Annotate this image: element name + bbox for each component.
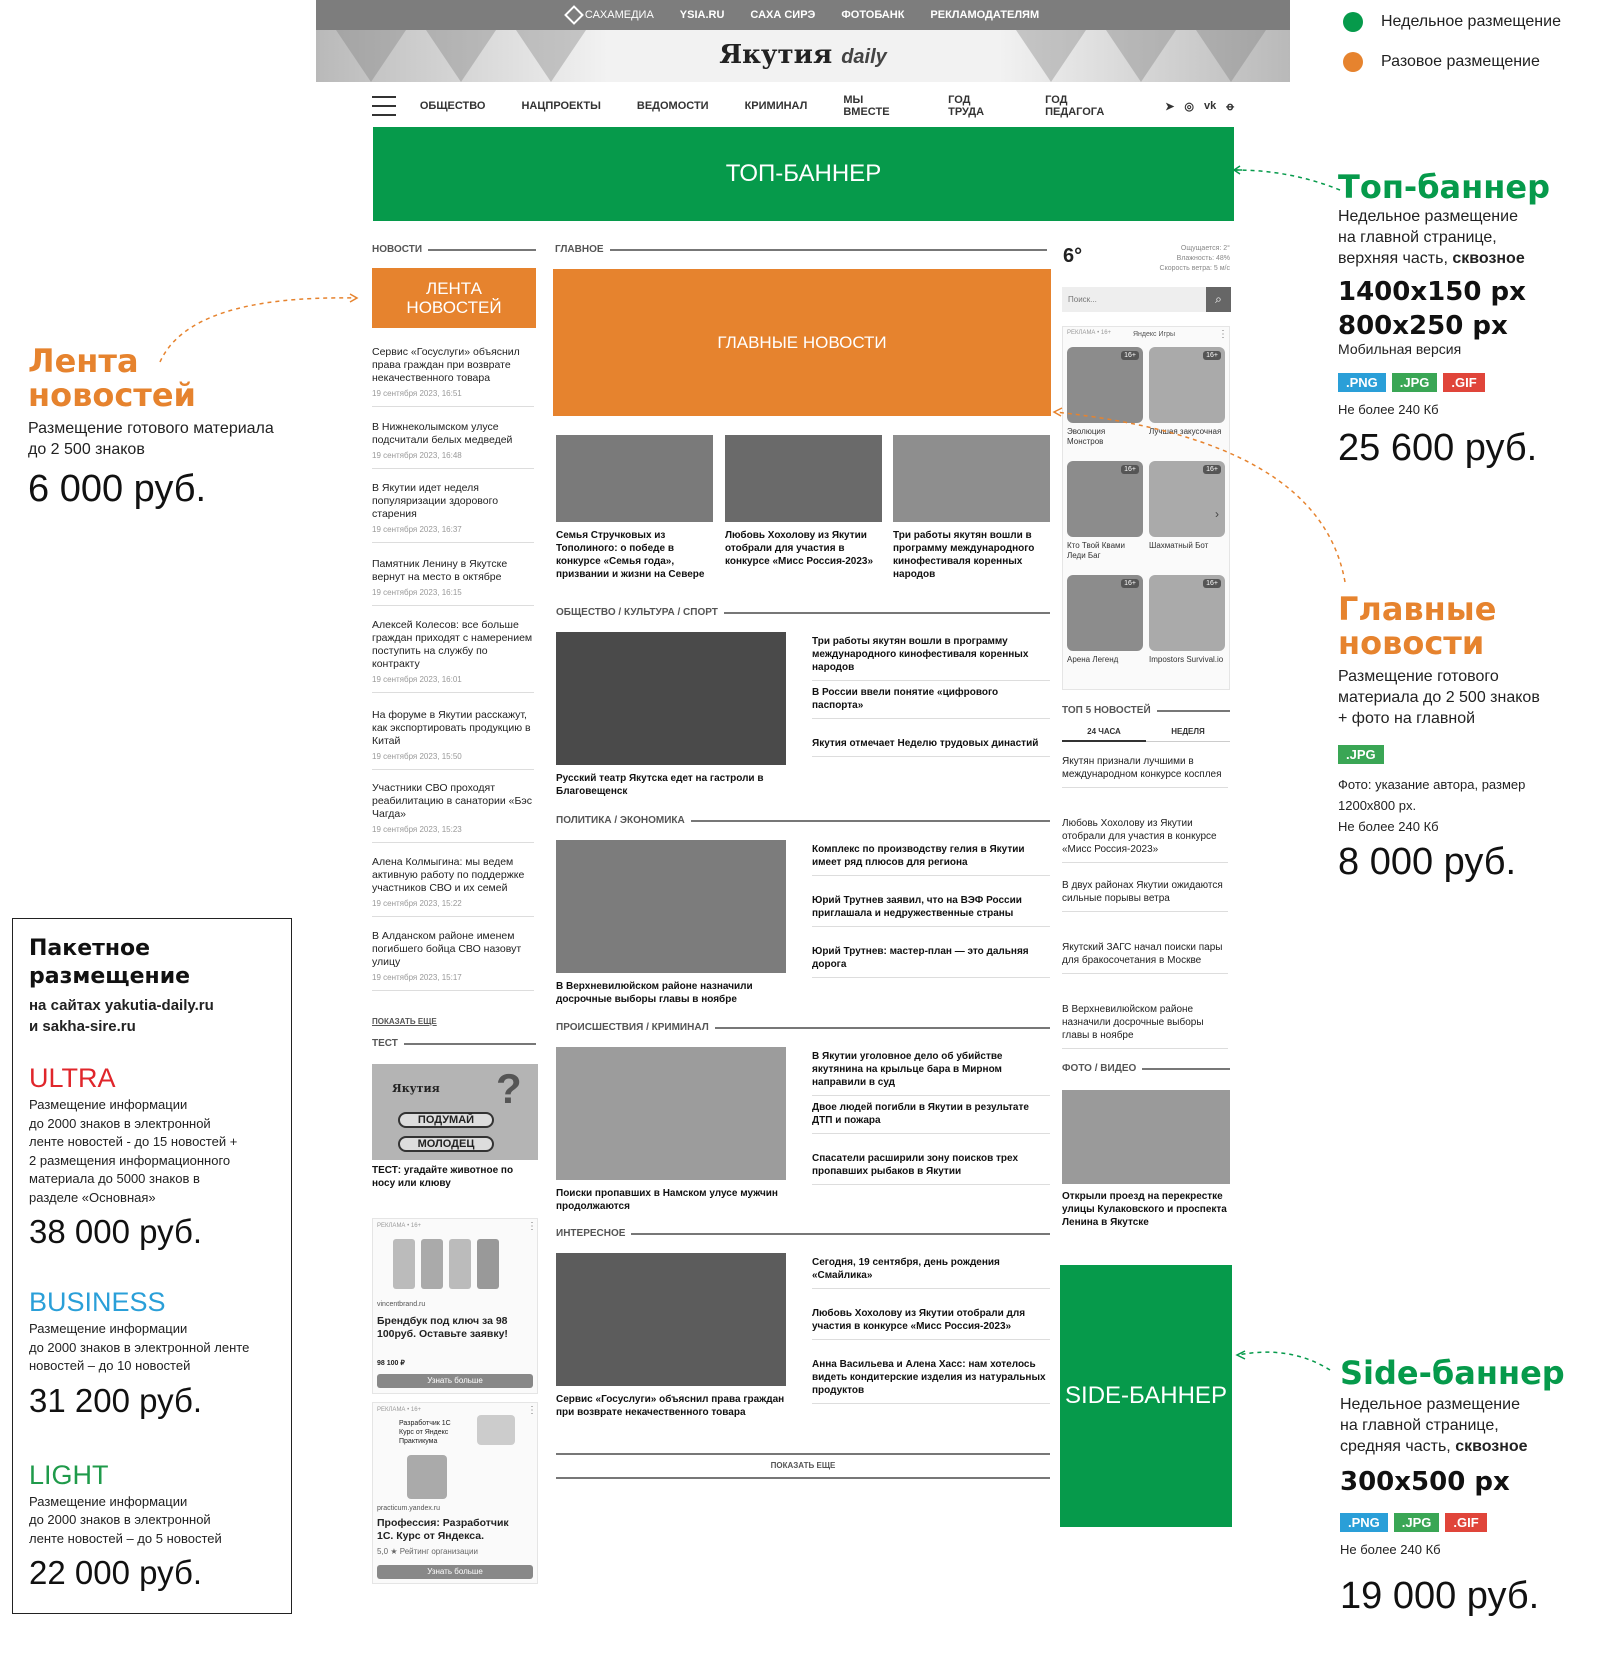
age-badge: 16+ bbox=[1121, 351, 1139, 360]
nav-item-teacher-year[interactable]: ГОД ПЕДАГОГА bbox=[1045, 94, 1105, 118]
feed-show-more-link[interactable]: ПОКАЗАТЬ ЕЩЕ bbox=[372, 1017, 437, 1026]
annotation-title: Лента bbox=[28, 342, 139, 380]
annotation-title: Главные bbox=[1338, 590, 1497, 628]
search-icon[interactable]: ⌕ bbox=[1206, 287, 1231, 312]
annotation-text: верхняя часть, bbox=[1338, 250, 1448, 267]
annotation-line: Размещение готового материала bbox=[28, 420, 274, 437]
tier-price: 22 000 руб. bbox=[29, 1554, 203, 1591]
tier-description-line: Размещение информации bbox=[29, 1097, 188, 1112]
main-news-ad-slot[interactable]: ГЛАВНЫЕ НОВОСТИ bbox=[553, 269, 1051, 416]
feed-item-time: 19 сентября 2023, 15:50 bbox=[372, 752, 462, 761]
top-news-caption[interactable]: Любовь Хохолову из Якутии отобрали для участия в конкурсе «Мисс Россия-2023» bbox=[725, 530, 874, 567]
tier-price: 31 200 руб. bbox=[29, 1381, 203, 1419]
age-badge: 16+ bbox=[1203, 579, 1221, 588]
weather-feels: Ощущается: 2° bbox=[1180, 245, 1230, 252]
nav-item-labor-year[interactable]: ГОД ТРУДА bbox=[948, 94, 985, 118]
top5-item[interactable]: Якутский ЗАГС начал поиски пары для бракосочетания в Москве bbox=[1062, 941, 1228, 974]
odnoklassniki-icon[interactable]: ꝋ bbox=[1226, 100, 1234, 113]
test-logo: Якутия bbox=[392, 1082, 440, 1095]
arrowhead bbox=[1234, 166, 1242, 174]
annotation-bold: сквозное bbox=[1452, 250, 1525, 267]
legend-label: Недельное размещение bbox=[1381, 13, 1561, 30]
ad-label: РЕКЛАМА • 16+ bbox=[1067, 330, 1112, 336]
tier-description-line: Размещение информации bbox=[29, 1321, 188, 1336]
size-desktop: 300x500 px bbox=[1340, 1467, 1510, 1497]
legend-label: Разовое размещение bbox=[1381, 53, 1540, 70]
section-lead-caption[interactable]: Русский театр Якутска едет на гастроли в Благовещенск bbox=[556, 773, 764, 797]
section-lead-caption[interactable]: В Верхневилюйском районе назначили досрочные выборы главы в ноябре bbox=[556, 981, 753, 1005]
section-item[interactable]: Сегодня, 19 сентября, день рождения «Смайлика» bbox=[812, 1256, 1050, 1289]
package-title: Пакетное bbox=[29, 936, 151, 961]
ad-domain: practicum.yandex.ru bbox=[377, 1505, 441, 1512]
ad-games-title: Яндекс Игры bbox=[1133, 331, 1175, 338]
price: 25 600 руб. bbox=[1338, 427, 1538, 469]
tier-description-line: до 2000 знаков в электронной ленте bbox=[29, 1339, 250, 1355]
annotation-title: новостей bbox=[28, 376, 196, 414]
top5-item[interactable]: Любовь Хохолову из Якутии отобрали для участия в конкурсе «Мисс Россия-2023» bbox=[1062, 817, 1228, 863]
annotation-line: Размещение готового bbox=[1338, 668, 1499, 685]
annotation-line: материала до 2 500 знаков bbox=[1338, 689, 1540, 706]
tier-name: LIGHT bbox=[29, 1459, 109, 1490]
test-heading-label: ТЕСТ bbox=[372, 1038, 398, 1049]
arrow-side-banner bbox=[1238, 1352, 1330, 1370]
feed-item-time: 19 сентября 2023, 16:15 bbox=[372, 588, 462, 597]
annotation-line: до 2 500 знаков bbox=[28, 441, 145, 458]
age-badge: 16+ bbox=[1121, 465, 1139, 474]
section-heading-label: ПРОИСШЕСТВИЯ / КРИМИНАЛ bbox=[556, 1022, 709, 1033]
ad-learn-more-button[interactable]: Узнать больше bbox=[377, 1374, 533, 1388]
section-item[interactable]: Любовь Хохолову из Якутии отобрали для участия в конкурсе «Мисс Россия-2023» bbox=[812, 1307, 1050, 1340]
size-mobile: 800x250 px bbox=[1338, 311, 1508, 341]
main-column-label: ГЛАВНОЕ bbox=[555, 244, 604, 255]
jpg-badge: .JPG bbox=[1394, 1513, 1440, 1532]
annotation-text: средняя часть, bbox=[1340, 1438, 1451, 1455]
jpg-badge: .JPG bbox=[1392, 373, 1438, 392]
feed-item-title: В Нижнеколымском улусе подсчитали белых медведей bbox=[372, 421, 513, 446]
arrow-top-banner bbox=[1236, 170, 1340, 190]
weather-humidity: Влажность: 48% bbox=[1176, 255, 1230, 262]
age-badge: 16+ bbox=[1203, 465, 1221, 474]
price: 6 000 руб. bbox=[28, 468, 207, 510]
png-badge: .PNG bbox=[1340, 1513, 1388, 1532]
feed-item-title: Сервис «Госуслуги» объяснил права граждан при возврате некачественного товара bbox=[372, 346, 520, 384]
gif-badge: .GIF bbox=[1445, 1513, 1486, 1532]
feed-item-title: Участники СВО проходят реабилитацию в санатории «Бэс Чагда» bbox=[372, 782, 532, 820]
news-column-label: НОВОСТИ bbox=[372, 244, 423, 255]
ad-domain: vincentbrand.ru bbox=[377, 1301, 426, 1308]
nav-item-together[interactable]: МЫ ВМЕСТЕ bbox=[843, 94, 890, 118]
package-sites-line: и sakha-sire.ru bbox=[29, 1018, 136, 1035]
search-input[interactable]: Поиск... bbox=[1062, 287, 1206, 312]
ad-price: 98 100 ₽ bbox=[377, 1360, 405, 1367]
ad-rating: 5,0 ★ Рейтинг организации bbox=[377, 1547, 478, 1556]
annotation-title: новости bbox=[1338, 624, 1485, 662]
vk-icon[interactable]: vk bbox=[1204, 99, 1217, 112]
annotation-line: на главной странице, bbox=[1338, 229, 1497, 246]
tier-description-line: ленте новостей – до 5 новостей bbox=[29, 1530, 222, 1546]
gif-badge: .GIF bbox=[1443, 373, 1484, 392]
note-line: Фото: указание автора, размер bbox=[1338, 777, 1526, 792]
size-limit: Не более 240 Кб bbox=[1340, 1542, 1441, 1557]
feed-item-title: В Якутии идет неделя популяризации здорового старения bbox=[372, 482, 499, 520]
tier-description-line: новостей – до 10 новостей bbox=[29, 1358, 191, 1373]
annotation-title: Топ-баннер bbox=[1338, 168, 1550, 206]
arrow-main-news bbox=[1055, 412, 1345, 582]
tab-week[interactable]: НЕДЕЛЯ bbox=[1146, 724, 1230, 742]
section-item[interactable]: Комплекс по производству гелия в Якутии имеет ряд плюсов для региона bbox=[812, 843, 1050, 876]
annotation-line: + фото на главной bbox=[1338, 710, 1476, 727]
tab-24h[interactable]: 24 ЧАСА bbox=[1062, 724, 1146, 742]
feed-item-title: На форуме в Якутии расскажут, как экспортировать продукцию в Китай bbox=[372, 709, 531, 747]
photo-video-caption[interactable]: Открыли проезд на перекрестке улицы Кулаковского и проспекта Ленина в Якутске bbox=[1062, 1191, 1227, 1228]
chevron-right-icon[interactable]: › bbox=[1215, 507, 1219, 521]
tier-description-line: разделе «Основная» bbox=[29, 1189, 156, 1205]
tier-name: ULTRA bbox=[29, 1063, 116, 1093]
top-news-caption[interactable]: Семья Стручковых из Тополиного: о победе в конкурсе «Семья года», призвании и жизни на Севере bbox=[556, 530, 705, 580]
size-desktop: 1400x150 px bbox=[1338, 277, 1526, 307]
package-sites-line: на сайтах yakutia-daily.ru bbox=[29, 997, 214, 1014]
section-item[interactable]: Юрий Трутнев: мастер-план — это дальняя дорога bbox=[812, 945, 1050, 978]
section-heading-label: ОБЩЕСТВО / КУЛЬТУРА / СПОРТ bbox=[556, 607, 718, 618]
ad-learn-more-button[interactable]: Узнать больше bbox=[377, 1565, 533, 1579]
tier-description-line: ленте новостей - до 15 новостей + bbox=[29, 1134, 238, 1149]
section-item[interactable]: Спасатели расширили зону поисков трех пропавших рыбаков в Якутии bbox=[812, 1152, 1050, 1185]
nav-item-society[interactable]: ОБЩЕСТВО bbox=[419, 100, 486, 112]
section-item[interactable]: Анна Васильева и Алена Хасс: нам хотелось видеть кондитерские изделия из натуральных продуктов bbox=[812, 1358, 1050, 1404]
feed-item-title: Памятник Ленину в Якутске вернут на место в октябре bbox=[372, 558, 508, 583]
tier-description-line: 2 размещения информационного bbox=[29, 1152, 231, 1168]
package-title: размещение bbox=[29, 964, 191, 989]
annotation-bold: сквозное bbox=[1455, 1438, 1528, 1455]
feed-item-time: 19 сентября 2023, 16:37 bbox=[372, 525, 462, 534]
ad-title: Профессия: Разработчик 1С. Курс от Яндекса. bbox=[377, 1517, 509, 1542]
weather-temp: 6° bbox=[1063, 245, 1083, 267]
age-badge: 16+ bbox=[1121, 579, 1139, 588]
section-item[interactable]: Три работы якутян вошли в программу международного кинофестиваля коренных народов bbox=[812, 635, 1050, 681]
section-item[interactable]: Юрий Трутнев заявил, что на ВЭФ России приглашала и недружественные страны bbox=[812, 894, 1050, 927]
annotation-line: на главной странице, bbox=[1340, 1417, 1499, 1434]
whatsapp-icon[interactable]: ◎ bbox=[1184, 100, 1194, 113]
arrowhead bbox=[1237, 1351, 1245, 1359]
ad-label: РЕКЛАМА • 16+ bbox=[377, 1407, 422, 1413]
topbar-link-ysia[interactable]: YSIA.RU bbox=[679, 9, 725, 21]
feed-item-time: 19 сентября 2023, 16:01 bbox=[372, 675, 462, 684]
section-item[interactable]: Двое людей погибли в Якутии в результате ДТП и пожара bbox=[812, 1101, 1050, 1134]
section-heading-label: ИНТЕРЕСНОЕ bbox=[556, 1228, 626, 1239]
question-mark-icon: ? bbox=[496, 1065, 522, 1112]
tier-description-line: до 2000 знаков в электронной bbox=[29, 1115, 211, 1131]
png-badge: .PNG bbox=[1338, 373, 1386, 392]
section-item[interactable]: В России ввели понятие «цифрового паспорта» bbox=[812, 686, 1050, 719]
jpg-badge: .JPG bbox=[1338, 745, 1384, 764]
game-title[interactable]: Арена Легенд bbox=[1067, 655, 1119, 664]
feed-item-title: Алена Колмыгина: мы ведем активную работу по поддержке участников СВО и их семей bbox=[372, 856, 525, 894]
arrow-feed bbox=[160, 298, 356, 362]
brand-main: Якутия bbox=[719, 40, 833, 70]
weather-wind: Скорость ветра: 5 м/с bbox=[1159, 265, 1230, 272]
section-lead-caption[interactable]: Сервис «Госуслуги» объяснил права граждан при возврате некачественного товара bbox=[556, 1394, 785, 1418]
topbar-link-sakha-sire[interactable]: САХА СИРЭ bbox=[750, 9, 816, 21]
ad-title: Брендбук под ключ за 98 100руб. Оставьте заявку! bbox=[377, 1315, 508, 1340]
annotation-line: Недельное размещение bbox=[1338, 208, 1518, 225]
price: 19 000 руб. bbox=[1340, 1575, 1540, 1617]
game-title[interactable]: Лучшая закусочная bbox=[1149, 427, 1222, 436]
top5-item[interactable]: В двух районах Якутии ожидаются сильные порывы ветра bbox=[1062, 879, 1228, 912]
top-banner[interactable]: ТОП-БАННЕР bbox=[373, 127, 1234, 221]
feed-item-title: Алексей Колесов: все больше граждан приходят с намерением поступить на службу по контракту bbox=[372, 619, 533, 670]
tier-name: BUSINESS bbox=[29, 1287, 166, 1317]
ad-label: РЕКЛАМА • 16+ bbox=[377, 1223, 422, 1229]
ad-menu-icon[interactable]: ⋮ bbox=[1218, 329, 1228, 340]
game-title[interactable]: Шахматный Бот bbox=[1149, 541, 1209, 550]
section-heading-label: ПОЛИТИКА / ЭКОНОМИКА bbox=[556, 815, 685, 826]
feed-item-title: В Алданском районе именем погибшего бойца СВО назовут улицу bbox=[372, 930, 522, 968]
section-lead-caption[interactable]: Поиски пропавших в Намском улусе мужчин продолжаются bbox=[556, 1188, 778, 1212]
ad-menu-icon[interactable]: ⋮ bbox=[527, 1405, 537, 1416]
center-show-more-button[interactable]: ПОКАЗАТЬ ЕЩЕ bbox=[556, 1453, 1050, 1479]
size-limit: Не более 240 Кб bbox=[1338, 819, 1439, 834]
size-limit: Не более 240 Кб bbox=[1338, 402, 1439, 417]
topbar-link-photobank[interactable]: ФОТОБАНК bbox=[841, 9, 905, 21]
age-badge: 16+ bbox=[1203, 351, 1221, 360]
brand-sub: daily bbox=[841, 46, 887, 68]
nav-item-vedomosti[interactable]: ВЕДОМОСТИ bbox=[636, 100, 709, 112]
top-news-caption[interactable]: Три работы якутян вошли в программу международного кинофестиваля коренных народов bbox=[893, 530, 1035, 580]
top5-item[interactable]: Якутян признали лучшими в международном конкурсе косплея bbox=[1062, 755, 1228, 788]
game-title[interactable]: Эволюция Монстров bbox=[1067, 427, 1106, 446]
test-caption[interactable]: ТЕСТ: угадайте животное по носу или клюву bbox=[372, 1165, 514, 1189]
section-item[interactable]: В Якутии уголовное дело об убийстве якутянина на крыльце бара в Мирном направили в суд bbox=[812, 1050, 1050, 1096]
feed-item-time: 19 сентября 2023, 16:51 bbox=[372, 389, 462, 398]
topbar-label: САХАМЕДИА bbox=[584, 9, 654, 21]
feed-item-time: 19 сентября 2023, 15:23 bbox=[372, 825, 462, 834]
feed-item-time: 19 сентября 2023, 15:22 bbox=[372, 899, 462, 908]
tier-description-line: до 2000 знаков в электронной bbox=[29, 1512, 211, 1527]
tier-description-line: материала до 5000 знаков в bbox=[29, 1171, 200, 1186]
note-line: 1200х800 px. bbox=[1338, 798, 1417, 813]
game-title[interactable]: Impostors Survival.io bbox=[1149, 655, 1224, 664]
feed-ad-slot[interactable]: ЛЕНТА НОВОСТЕЙ bbox=[372, 268, 536, 328]
annotation-title: Side-баннер bbox=[1340, 1354, 1565, 1392]
feed-item-time: 19 сентября 2023, 16:48 bbox=[372, 451, 462, 460]
feed-item-time: 19 сентября 2023, 15:17 bbox=[372, 973, 462, 982]
price: 8 000 руб. bbox=[1338, 841, 1517, 883]
nav-item-criminal[interactable]: КРИМИНАЛ bbox=[744, 100, 808, 112]
tier-description-line: Размещение информации bbox=[29, 1493, 188, 1509]
section-item[interactable]: Якутия отмечает Неделю трудовых династий bbox=[812, 737, 1050, 757]
annotation-line: Недельное размещение bbox=[1340, 1396, 1520, 1413]
topbar-link-advertisers[interactable]: РЕКЛАМОДАТЕЛЯМ bbox=[930, 9, 1040, 21]
game-title[interactable]: Кто Твой Квами Леди Баг bbox=[1067, 541, 1125, 560]
side-banner[interactable]: SIDE-БАННЕР bbox=[1060, 1265, 1232, 1527]
telegram-icon[interactable]: ➤ bbox=[1165, 100, 1175, 113]
top5-heading-label: ТОП 5 НОВОСТЕЙ bbox=[1062, 705, 1151, 716]
photo-video-label: ФОТО / ВИДЕО bbox=[1062, 1063, 1137, 1074]
top5-item[interactable]: В Верхневилюйском районе назначили досрочные выборы главы в ноябре bbox=[1062, 1003, 1228, 1049]
nav-item-natsprojects[interactable]: НАЦПРОЕКТЫ bbox=[521, 100, 601, 112]
tier-price: 38 000 руб. bbox=[29, 1213, 203, 1250]
test-think-button: ПОДУМАЙ bbox=[398, 1112, 494, 1128]
test-welldone-button: МОЛОДЕЦ bbox=[398, 1136, 494, 1152]
ad-menu-icon[interactable]: ⋮ bbox=[527, 1221, 537, 1232]
ad-banner-text: Разработчик 1С Курс от Яндекс Практикума bbox=[399, 1420, 451, 1445]
mobile-label: Мобильная версия bbox=[1338, 341, 1462, 357]
